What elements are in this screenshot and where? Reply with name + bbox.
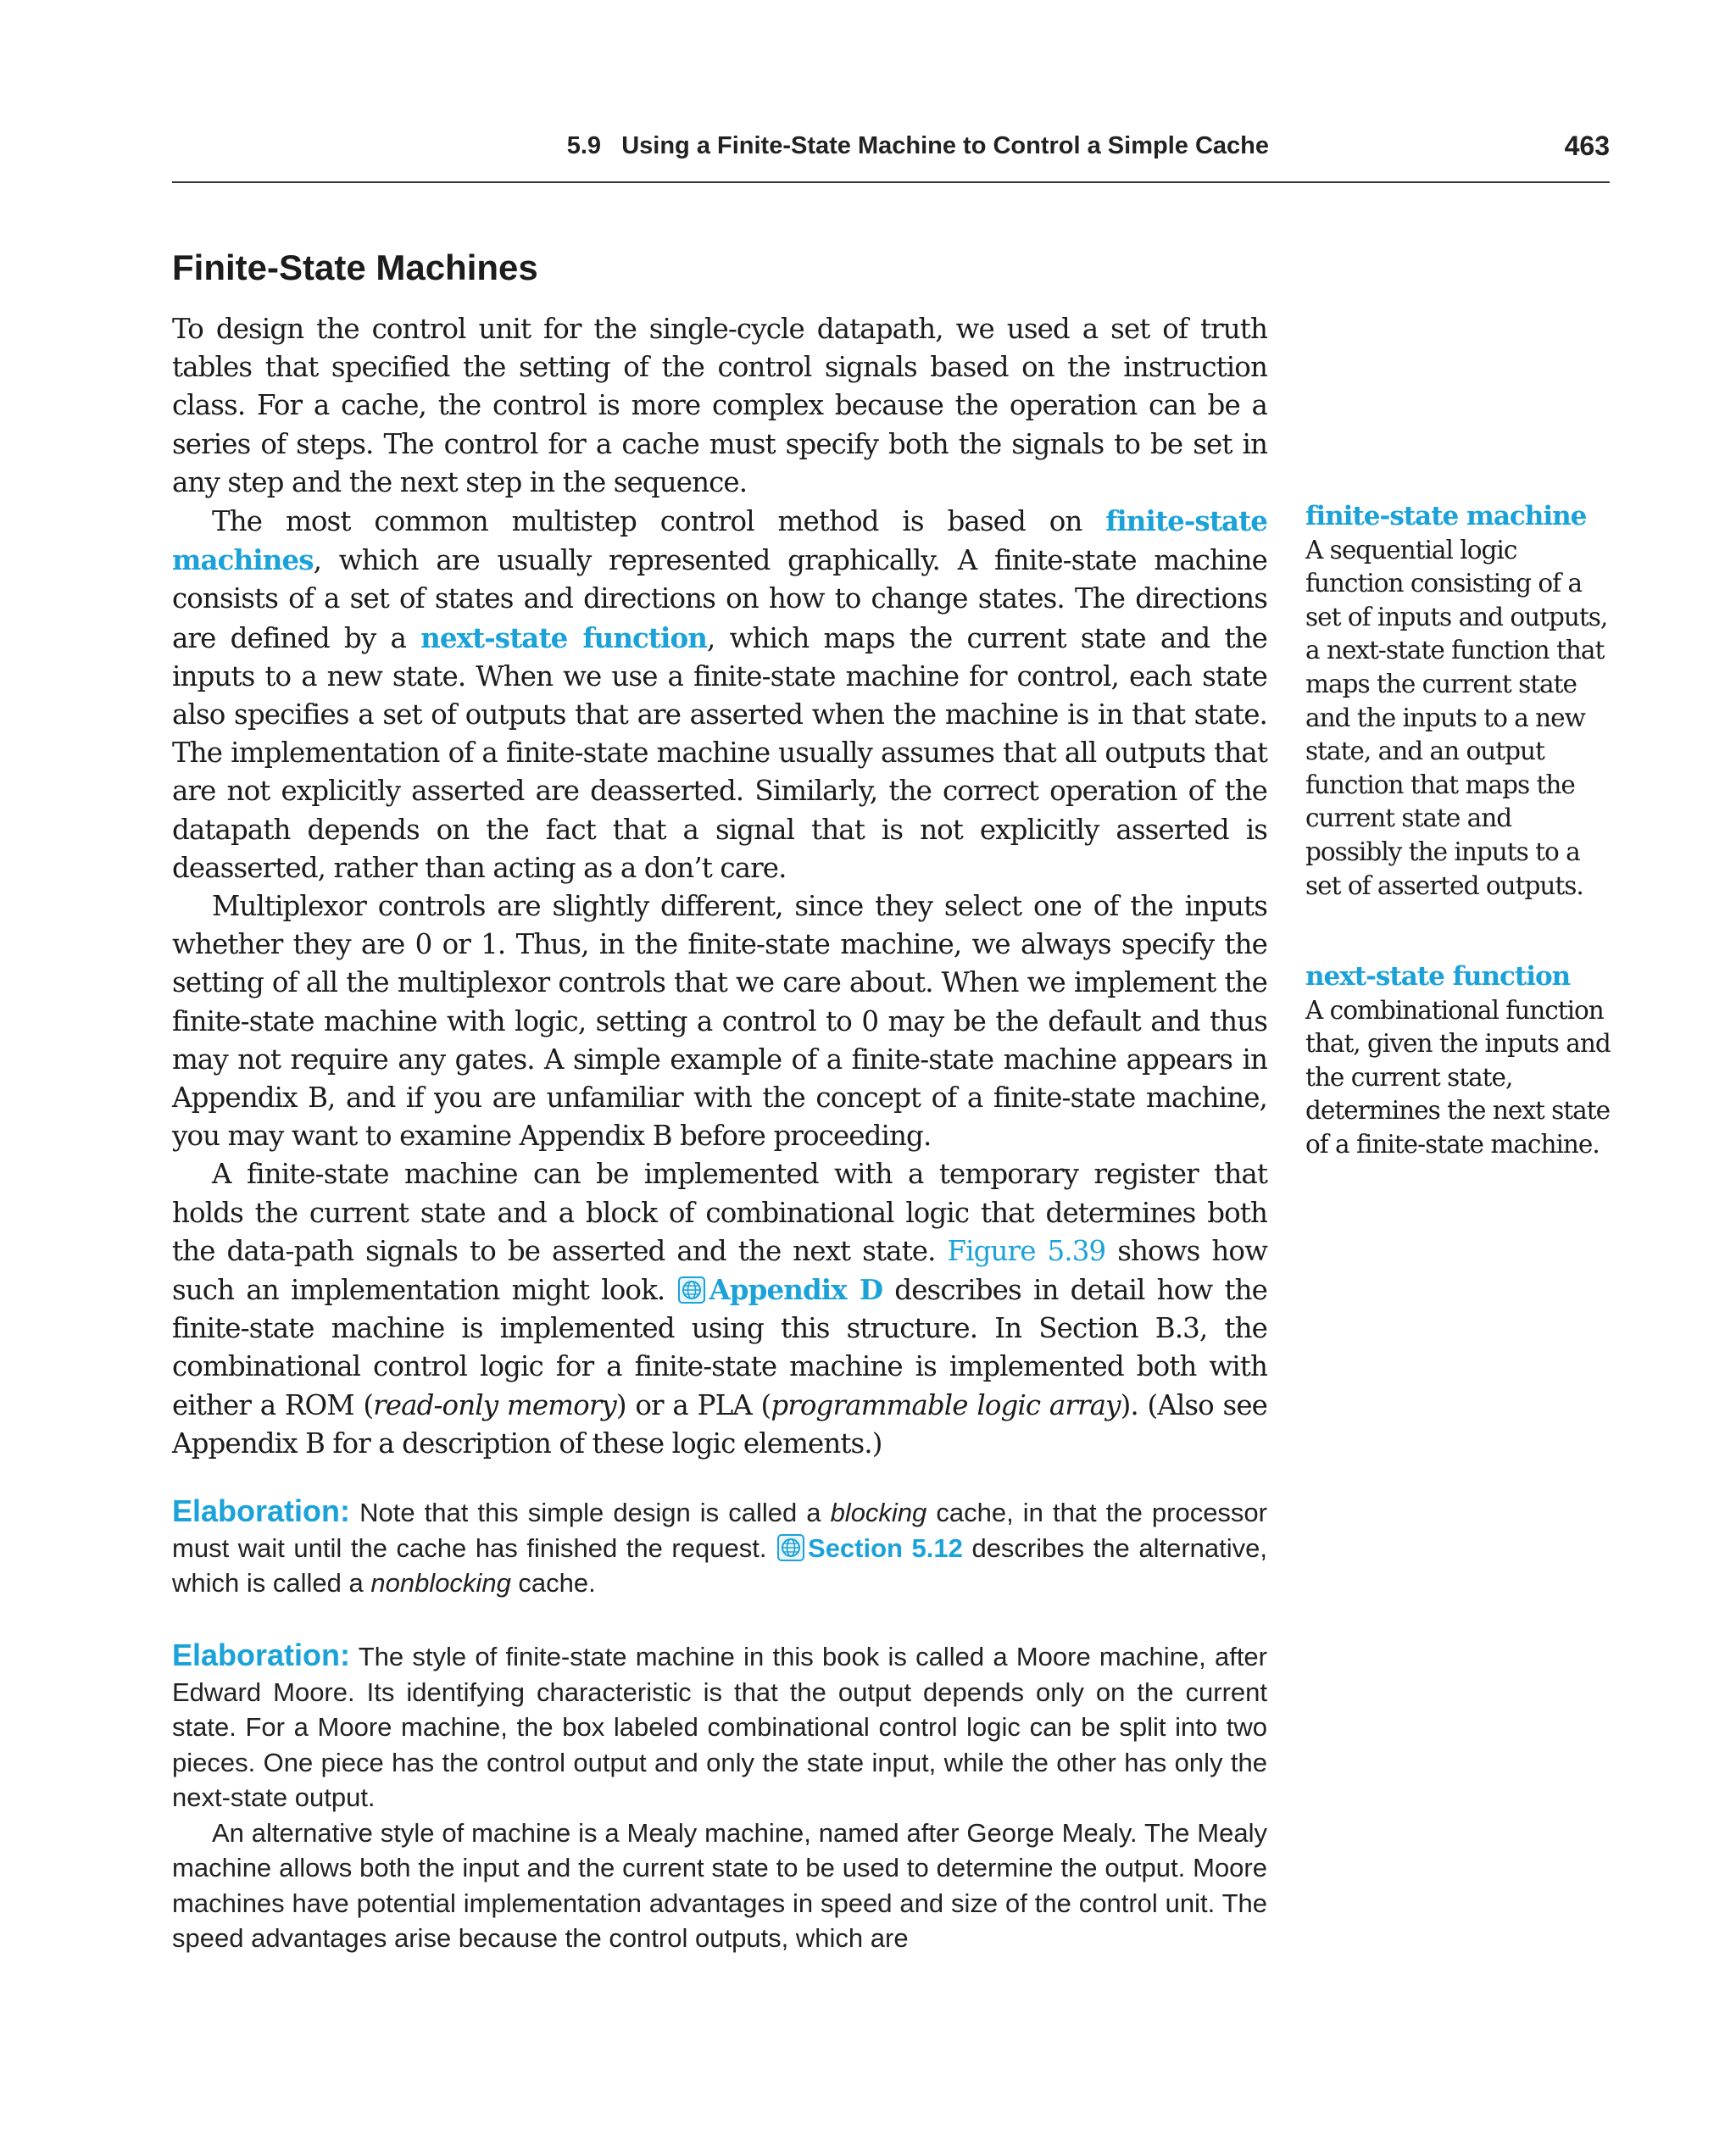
paragraph-3: Multiplexor controls are slightly different, since they select one of the inputs whether they are 0 or 1. Thus, in the finite-state machine, we always specify the setting of all the multiplexor controls that we care about. When we implement the finite-state machine with logic, setting a control to 0 may be the default and thus may not require any gates. A simple example of a finite-state machine appears in Appendix B, and if you are unfamiliar with the concept of a finite-state machine, you may want to examine Appendix B before proceeding. <box>172 890 1267 1153</box>
section-title: 5.9 Using a Finite-State Machine to Control a Simple Cache <box>566 132 1269 159</box>
section-5-12-link[interactable]: Section 5.12 <box>808 1532 963 1563</box>
term-next-state-function[interactable]: next-state function <box>420 620 707 654</box>
running-header <box>172 125 1610 183</box>
glossary-term: finite-state machine <box>1305 501 1587 531</box>
margin-definition-fsm <box>1305 500 1611 903</box>
glossary-text: A sequential logic function consisting of a set of inputs and outputs, a next-state function that maps the current state and the inputs to a new state, and an output function that maps the current state and possibly the inputs to a set of asserted outputs. <box>1305 535 1608 900</box>
web-globe-icon[interactable] <box>777 1534 804 1561</box>
section-heading: Finite-State Machines <box>172 247 538 287</box>
elaboration-2: Elaboration: The style of finite-state machine in this book is called a Moore machine, after Edward Moore. Its identifying characteristic is that the output depends only on the current state. For a Moore machine, the box labeled combinational control logic can be split into two pieces. One piece has the control output and only the state input, while the other has only the next-state output. An alternative style of machine is a Mealy machine, named after George Mealy. The Mealy machine allows both the input and the current state to be used to determine the output. Moore machines have potential implementation advantages in speed and size of the control unit. The speed advantages arise because the control outputs, which are <box>172 1638 1267 1953</box>
glossary-text: A combinational function that, given the inputs and the current state, determines the next state of a finite-state machine. <box>1305 995 1611 1159</box>
appendix-d-link[interactable]: Appendix D <box>709 1273 883 1307</box>
paragraph-4: A finite-state machine can be implemented with a temporary register that holds the current state and a block of combinational logic that determines both the data-path signals to be asserted and the next state. Figure 5.39 shows how such an implementation might look. Appendix D describes in detail how the finite-state machine is implemented using this structure. In Section B.3, the combinational control logic for a finite-state machine is implemented both with either a ROM (read-only memory) or a PLA (programmable logic array). (Also see Appendix B for a description of these logic elements.) <box>172 1158 1268 1460</box>
main-text <box>172 310 1267 1463</box>
glossary-term: next-state function <box>1305 961 1571 992</box>
figure-link[interactable]: Figure 5.39 <box>947 1234 1106 1267</box>
term-finite-state-machines[interactable]: finite-state machines <box>172 504 1267 577</box>
paragraph-2: The most common multistep control method is based on finite-state machines, which are usually represented graphically. A finite-state machine consists of a set of states and directions on how to change states. The directions are defined by a next-state function, which maps the current state and the inputs to a new state. When we use a finite-state machine for control, each state also specifies a set of outputs that are asserted when the machine is in that state. The implementation of a finite-state machine usually assumes that all outputs that are not explicitly asserted are deasserted. Similarly, the correct operation of the datapath depends on the fact that a signal that is not explicitly asserted is deasserted, rather than acting as a don’t care. <box>172 504 1267 884</box>
elaboration-title: Elaboration: <box>172 1493 351 1528</box>
elaboration-title: Elaboration: <box>172 1638 351 1672</box>
elaboration-1: Elaboration: Note that this simple design is called a blocking cache, in that the processor must wait until the cache has finished the request. Section 5.12 describes the alternative, which is called a nonblocking cache. <box>172 1493 1267 1598</box>
margin-definition-next-state <box>1305 960 1611 1162</box>
web-globe-icon[interactable] <box>678 1276 705 1304</box>
paragraph-1: To design the control unit for the single-cycle datapath, we used a set of truth tables that specified the setting of the control signals based on the instruction class. For a cache, the control is more complex because the operation can be a series of steps. The control for a cache must specify both the signals to be set in any step and the next step in the sequence. <box>172 313 1267 498</box>
page-number: 463 <box>1564 131 1610 161</box>
